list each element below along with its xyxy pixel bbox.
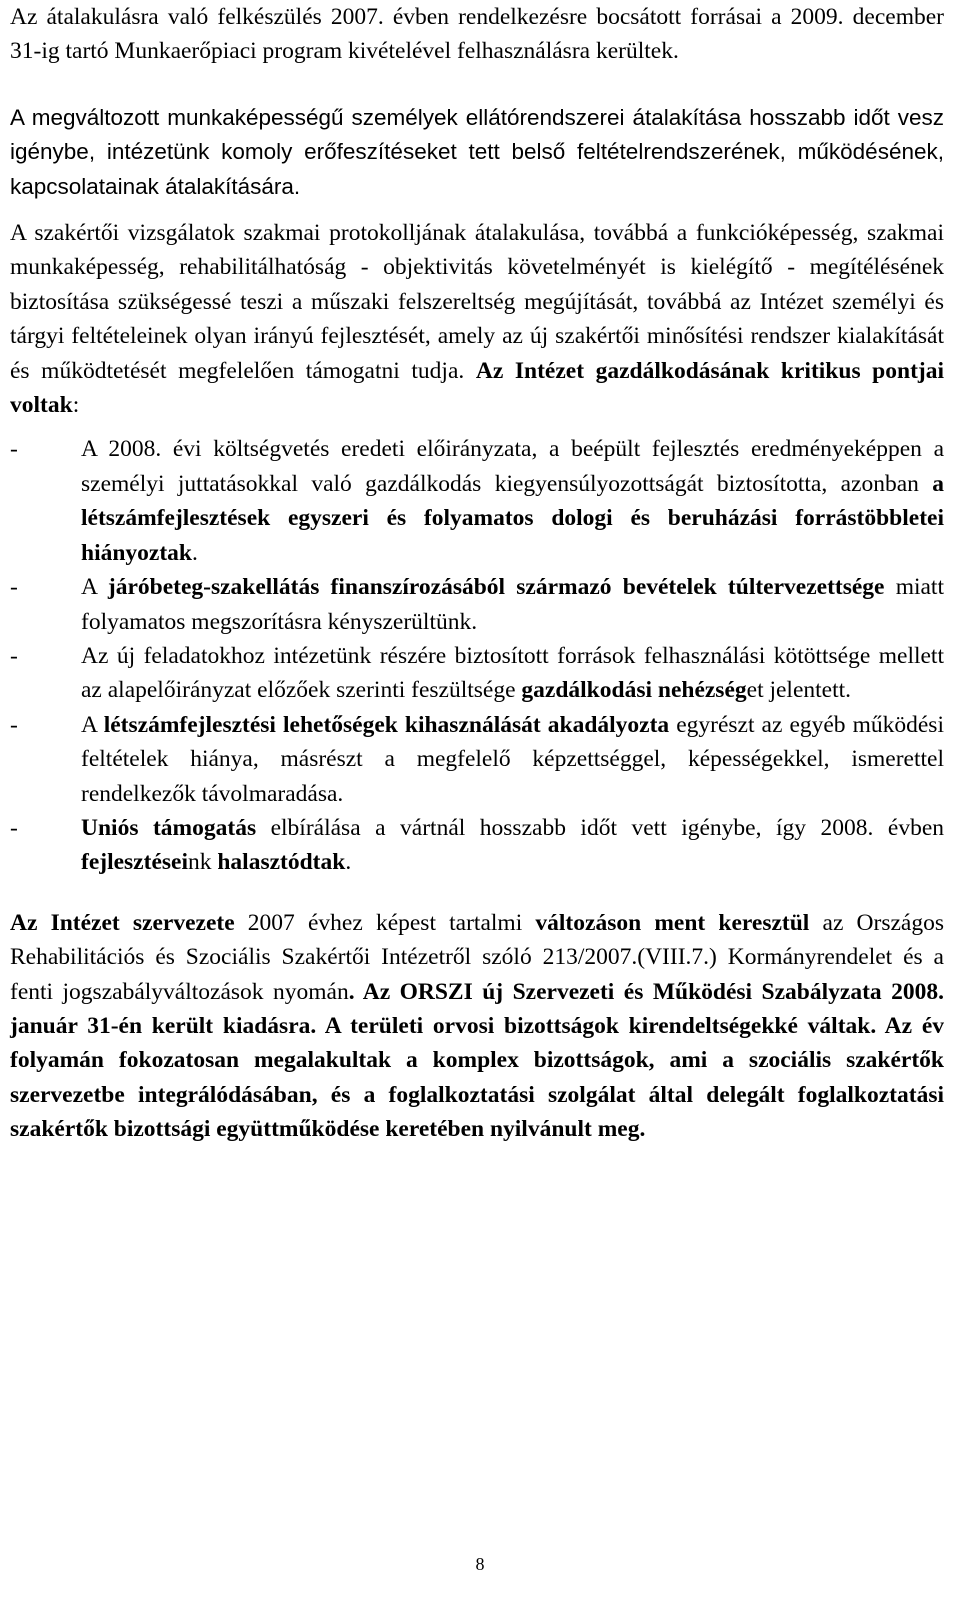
list-item-bold: létszámfejlesztési lehetőségek kihasználását akadályozta: [103, 711, 670, 738]
list-item-text: egyrészt az egyéb működési feltételek hiánya, másrészt a megfelelő képzettséggel, képességekkel, ismerettel rendelkezők távolmaradása.: [81, 711, 944, 807]
paragraph-reform: [10, 101, 944, 204]
organization-text: 2007 évhez képest tartalmi: [234, 909, 536, 936]
list-dash: -: [10, 642, 18, 669]
list-item: [10, 708, 944, 811]
paragraph-protocol: [10, 216, 944, 422]
organization-bold: Az Intézet szervezete: [10, 909, 235, 936]
list-item: [10, 570, 944, 639]
list-item-bold: halasztódtak: [217, 849, 346, 876]
list-item: [10, 811, 944, 880]
page-number: 8: [475, 1554, 485, 1574]
critical-points-heading: Az Intézet gazdálkodásának kritikus pontjai voltak: [10, 357, 945, 419]
list-dash: -: [10, 814, 18, 841]
list-item-text: et jelentett.: [746, 677, 852, 704]
list-item-bold: Uniós támogatás: [81, 814, 257, 841]
list-item: [10, 432, 944, 570]
organization-bold: . Az ORSZI új Szervezeti és Működési Szabályzata 2008. január 31-én került kiadásra. A területi orvosi bizottságok kirendeltségekké váltak. Az év folyamán fokozatosan megalakultak a komplex bizottságok, ami a szociális szakértők szervezetbe integrálódásában, és a foglalkoztatási szolgálat által delegált foglalkoztatási szakértők bizottsági együttműködése keretében nyilvánult meg.: [10, 978, 944, 1143]
organization-text: az Országos Rehabilitációs és Szociális Szakértői Intézetről szóló 213/2007.(VIII.7.) Kormányrendelet és a fenti jogszabályváltozások nyomán: [10, 909, 944, 1005]
list-item-text: Az új feladatokhoz intézetünk részére biztosított források felhasználási kötöttsége mellett az alapelőirányzat előzőek szerinti feszültsége: [81, 642, 944, 704]
list-dash: -: [10, 574, 18, 601]
list-item-bold: járóbeteg-szakellátás finanszírozásából származó bevételek túltervezettsége: [107, 574, 885, 601]
list-item-bold: a létszámfejlesztések egyszeri és folyamatos dologi és beruházási forrástöbbletei hiányoztak: [81, 470, 944, 566]
list-dash: -: [10, 436, 18, 463]
list-item-text: nk: [187, 849, 218, 876]
list-item-bold: gazdálkodási nehézség: [521, 677, 747, 704]
list-item-text: elbírálása a vártnál hosszabb időt vett igénybe, így 2008. évben: [256, 814, 944, 841]
paragraph-reform-text: A megváltozott munkaképességű személyek ellátórendszerei átalakítása hosszabb időt vesz igénybe, intézetünk komoly erőfeszítéseket tett belső feltételrendszerének, működésének, kapcsolatainak átalakítására.: [10, 104, 944, 199]
list-item-text: .: [192, 539, 198, 566]
list-item-text: miatt folyamatos megszorításra kényszerültünk.: [81, 574, 944, 635]
list-item-bold: fejlesztései: [81, 849, 188, 876]
critical-points-colon: :: [72, 392, 80, 419]
critical-points-list: [10, 432, 944, 879]
list-item-text: A: [81, 574, 108, 601]
organization-bold: változáson ment keresztül: [535, 909, 810, 936]
list-dash: -: [10, 711, 18, 738]
paragraph-organization: [10, 906, 944, 1147]
document-page: [10, 0, 944, 1147]
list-item-text: A 2008. évi költségvetés eredeti előirányzata, a beépült fejlesztés eredményeképpen a személyi juttatásokkal való gazdálkodás kiegyensúlyozottságát biztosította, azonban: [81, 436, 944, 497]
paragraph-protocol-text: A szakértői vizsgálatok szakmai protokolljának átalakulása, továbbá a funkcióképesség, szakmai munkaképesség, rehabilitálhatóság - objektivitás követelményét is kielégítő - megítélésének biztosítása szükségessé teszi a műszaki felszereltség megújítását, továbbá az Intézet személyi és tárgyi feltételeinek olyan irányú fejlesztését, amely az új szakértői minősítési rendszer kialakítását és működtetését megfelelően támogatni tudja.: [10, 220, 944, 384]
list-item-text: .: [345, 849, 352, 876]
intro-paragraph: [10, 0, 944, 69]
intro-text: Az átalakulásra való felkészülés 2007. évben rendelkezésre bocsátott forrásai a 2009. december 31-ig tartó Munkaerőpiaci program kivételével felhasználásra kerültek.: [10, 4, 944, 65]
list-item: [10, 639, 944, 708]
list-item-text: A: [81, 711, 104, 738]
